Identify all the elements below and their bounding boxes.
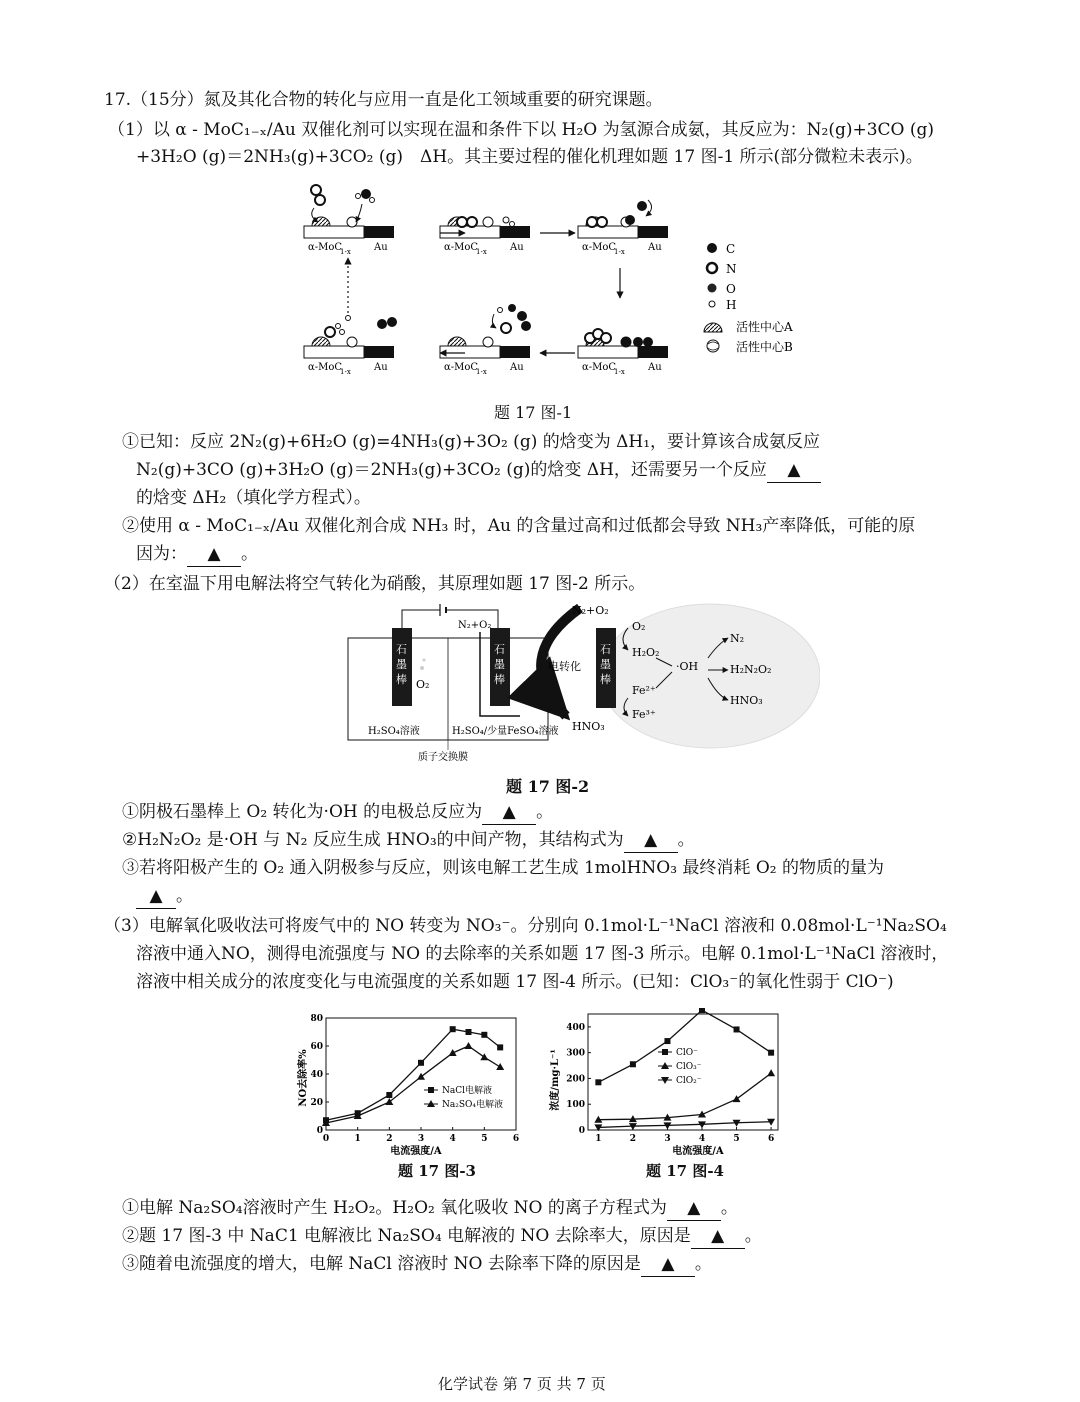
substrate-label: α-MoC — [444, 242, 479, 253]
question-header: 17.（15分）氮及其化合物的转化与应用一直是化工领域重要的研究课题。 — [104, 90, 663, 110]
substrate-label: α-MoC — [582, 242, 617, 253]
catalyst-slab-au — [500, 346, 530, 358]
active-center-b — [347, 217, 357, 227]
data-point — [699, 1008, 705, 1013]
catalyst-slab-au — [364, 226, 394, 238]
svg-text:O: O — [726, 282, 736, 296]
part3-q3: ③随着电流强度的增大，电解 NaCl 溶液时 NO 去除率下降的原因是 ▲ 。 — [122, 1252, 712, 1277]
data-point — [768, 1050, 774, 1056]
x-tick-label: 3 — [664, 1134, 671, 1144]
part1-line2: +3H₂O (g)＝2NH₃(g)+3CO₂ (g) ΔH。其主要过程的催化机理如题 17 图-1 所示(部分微粒未表示)。 — [136, 147, 923, 167]
svg-text:Fe²⁺: Fe²⁺ — [632, 684, 656, 697]
figure-1-caption: 题 17 图-1 — [494, 403, 573, 422]
chart-no-removal-rate — [296, 1008, 526, 1158]
active-center-b — [347, 337, 357, 347]
part2-line1: （2）在室温下用电解法将空气转化为硝酸，其原理如题 17 图-2 所示。 — [104, 574, 646, 594]
svg-text:H₂O₂: H₂O₂ — [632, 646, 660, 659]
part1-q1-line1: ①已知：反应 2N₂(g)+6H₂O (g)=4NH₃(g)+3O₂ (g) 的焓变为 ΔH₁，要计算该合成氨反应 — [122, 432, 821, 452]
svg-text:墨: 墨 — [600, 658, 611, 671]
data-point — [481, 1032, 487, 1038]
data-point — [466, 1029, 472, 1035]
catalyst-slab-au — [638, 226, 668, 238]
figure-1-legend — [704, 242, 793, 354]
svg-text:H: H — [726, 298, 737, 312]
part1-q1-line2: N₂(g)+3CO (g)+3H₂O (g)＝2NH₃(g)+3CO₂ (g)的焓变 ΔH，还需要另一个反应 ▲ — [136, 458, 821, 483]
data-point — [450, 1026, 456, 1032]
svg-text:墨: 墨 — [494, 658, 505, 671]
y-tick-label: 0 — [578, 1126, 585, 1136]
legend-label: ClO₃⁻ — [676, 1062, 702, 1072]
svg-text:H₂N₂O₂: H₂N₂O₂ — [730, 663, 772, 676]
answer-blank: ▲ — [136, 884, 176, 909]
part3-q1: ①电解 Na₂SO₄溶液时产生 H₂O₂。H₂O₂ 氧化吸收 NO 的离子方程式为 ▲ 。 — [122, 1196, 738, 1221]
answer-blank: ▲ — [187, 542, 241, 567]
svg-text:活性中心A: 活性中心A — [736, 320, 793, 334]
plot-frame — [588, 1014, 778, 1130]
svg-text:石: 石 — [396, 643, 407, 656]
chart1-ylabel: NO去除率% — [298, 1049, 309, 1107]
x-tick-label: 6 — [512, 1134, 520, 1144]
part1-q2-line2: 因为： ▲ 。 — [136, 542, 258, 567]
active-center-a — [312, 217, 330, 226]
data-point — [386, 1092, 392, 1098]
data-point — [733, 1095, 741, 1102]
x-tick-label: 2 — [629, 1134, 637, 1144]
answer-blank: ▲ — [691, 1224, 745, 1249]
catalyst-slab-moc — [304, 226, 364, 238]
substrate-label: α-MoC — [308, 362, 343, 373]
data-point — [480, 1053, 488, 1060]
svg-text:HNO₃: HNO₃ — [730, 694, 763, 707]
legend-label: ClO₂⁻ — [676, 1076, 702, 1086]
data-point — [630, 1061, 636, 1067]
x-tick-label: 2 — [386, 1134, 393, 1144]
metal-label: Au — [374, 362, 388, 373]
svg-text:N₂+O₂: N₂+O₂ — [572, 604, 609, 617]
substrate-subscript: 1-x — [476, 248, 487, 256]
part2-q3-line1: ③若将阳极产生的 O₂ 通入阴极参与反应，则该电解工艺生成 1molHNO₃ 最终消耗 O₂ 的物质的量为 — [122, 858, 884, 878]
x-tick-label: 4 — [449, 1134, 456, 1144]
data-point — [428, 1087, 434, 1093]
y-tick-label: 80 — [310, 1014, 323, 1024]
y-tick-label: 200 — [566, 1074, 585, 1085]
chart2-ylabel: 浓度/mg·L⁻¹ — [550, 1049, 561, 1111]
x-tick-label: 3 — [417, 1134, 425, 1144]
x-tick-label: 4 — [698, 1134, 706, 1144]
x-tick-label: 0 — [322, 1134, 330, 1144]
data-point — [418, 1060, 424, 1066]
answer-blank: ▲ — [624, 828, 678, 853]
svg-text:Fe³⁺: Fe³⁺ — [632, 708, 656, 721]
active-center-b — [483, 337, 493, 347]
x-tick-label: 1 — [354, 1134, 361, 1144]
substrate-subscript: 1-x — [614, 368, 625, 376]
data-point — [767, 1069, 775, 1076]
substrate-subscript: 1-x — [614, 248, 625, 256]
x-tick-label: 5 — [481, 1134, 488, 1144]
series-line — [598, 1122, 771, 1128]
data-point — [698, 1111, 706, 1118]
metal-label: Au — [374, 242, 388, 253]
svg-text:·OH: ·OH — [676, 660, 699, 673]
chart1-caption: 题 17 图-3 — [398, 1162, 476, 1180]
part2-q1: ①阴极石墨棒上 O₂ 转化为·OH 的电极总反应为 ▲ 。 — [122, 800, 553, 825]
active-center-b — [483, 217, 493, 227]
svg-text:N₂: N₂ — [730, 632, 745, 645]
part1-q1-line3: 的焓变 ΔH₂（填化学方程式）。 — [136, 488, 371, 508]
data-point — [497, 1044, 503, 1050]
metal-label: Au — [510, 362, 524, 373]
substrate-subscript: 1-x — [340, 248, 351, 256]
x-tick-label: 5 — [733, 1134, 740, 1144]
legend-label: Na₂SO₄电解液 — [442, 1100, 504, 1110]
svg-text:O₂: O₂ — [416, 678, 430, 691]
data-point — [734, 1026, 740, 1032]
y-tick-label: 0 — [316, 1126, 323, 1136]
legend-label: ClO⁻ — [676, 1048, 698, 1058]
part3-line2: 溶液中通入NO，测得电流强度与 NO 的去除率的关系如题 17 图-3 所示。电解 0.1mol·L⁻¹NaCl 溶液时， — [136, 944, 949, 964]
svg-text:棒: 棒 — [494, 673, 505, 686]
figure-1-mechanism — [290, 178, 830, 378]
data-point — [465, 1042, 473, 1049]
catalyst-slab-moc — [578, 226, 638, 238]
catalyst-slab-moc — [440, 346, 500, 358]
part2-q3-line2: ▲ 。 — [136, 884, 193, 909]
substrate-label: α-MoC — [444, 362, 479, 373]
part3-line3: 溶液中相关成分的浓度变化与电流强度的关系如题 17 图-4 所示。(已知：ClO₃⁻的氧化性弱于 ClO⁻) — [136, 972, 894, 992]
catalyst-slab-moc — [440, 226, 500, 238]
svg-text:H₂SO₄/少量FeSO₄溶液: H₂SO₄/少量FeSO₄溶液 — [452, 726, 559, 737]
legend-label: NaCl电解液 — [442, 1086, 493, 1096]
x-tick-label: 1 — [595, 1134, 602, 1144]
catalyst-slab-au — [500, 226, 530, 238]
svg-text:O₂: O₂ — [632, 620, 646, 633]
data-point — [417, 1073, 425, 1080]
svg-text:N₂+O₂: N₂+O₂ — [458, 620, 492, 631]
answer-blank: ▲ — [667, 1196, 721, 1221]
figure-2-electrolysis — [340, 598, 820, 768]
y-tick-label: 60 — [310, 1042, 323, 1052]
part2-q2: ②H₂N₂O₂ 是·OH 与 N₂ 反应生成 HNO₃的中间产物，其结构式为 ▲ 。 — [122, 828, 695, 853]
substrate-label: α-MoC — [308, 242, 343, 253]
data-point — [664, 1038, 670, 1044]
y-tick-label: 20 — [310, 1098, 323, 1108]
data-point — [496, 1063, 504, 1070]
svg-text:活性中心B: 活性中心B — [736, 340, 793, 354]
catalyst-slab-moc — [304, 346, 364, 358]
svg-text:墨: 墨 — [396, 658, 407, 671]
y-tick-label: 400 — [566, 1022, 585, 1033]
svg-text:电转化: 电转化 — [548, 660, 581, 673]
catalyst-slab-moc — [578, 346, 638, 358]
substrate-subscript: 1-x — [340, 368, 351, 376]
substrate-label: α-MoC — [582, 362, 617, 373]
svg-text:石: 石 — [600, 643, 611, 656]
data-point — [449, 1049, 457, 1056]
y-tick-label: 300 — [566, 1048, 585, 1059]
answer-blank: ▲ — [767, 458, 821, 483]
svg-text:C: C — [726, 242, 736, 256]
data-point — [595, 1079, 601, 1085]
y-tick-label: 100 — [566, 1100, 585, 1111]
part1-line1: （1）以 α - MoC₁₋ₓ/Au 双催化剂可以实现在温和条件下以 H₂O 为氢源合成氨，其反应为：N₂(g)+3CO (g) — [108, 120, 935, 140]
svg-text:棒: 棒 — [600, 673, 611, 686]
svg-text:N: N — [726, 262, 737, 276]
chart1-xlabel: 电流强度/A — [390, 1146, 442, 1157]
catalyst-slab-au — [638, 346, 668, 358]
substrate-subscript: 1-x — [476, 368, 487, 376]
chart2-caption: 题 17 图-4 — [646, 1162, 724, 1180]
active-center-a — [448, 337, 466, 346]
chart2-xlabel: 电流强度/A — [672, 1146, 724, 1157]
part3-q2: ②题 17 图-3 中 NaC1 电解液比 Na₂SO₄ 电解液的 NO 去除率大，原因是 ▲ 。 — [122, 1224, 762, 1249]
active-center-a — [312, 337, 330, 346]
answer-blank: ▲ — [641, 1252, 695, 1277]
page-footer: 化学试卷 第 7 页 共 7 页 — [438, 1375, 606, 1393]
part1-q2-line1: ②使用 α - MoC₁₋ₓ/Au 双催化剂合成 NH₃ 时，Au 的含量过高和过低都会导致 NH₃产率降低，可能的原 — [122, 516, 916, 536]
y-tick-label: 40 — [310, 1070, 323, 1080]
svg-text:棒: 棒 — [396, 673, 407, 686]
metal-label: Au — [648, 362, 662, 373]
svg-text:HNO₃: HNO₃ — [572, 720, 605, 733]
metal-label: Au — [648, 242, 662, 253]
figure-2-caption: 题 17 图-2 — [506, 777, 590, 796]
data-point — [662, 1049, 668, 1055]
svg-text:石: 石 — [494, 643, 505, 656]
metal-label: Au — [510, 242, 524, 253]
answer-blank: ▲ — [482, 800, 536, 825]
series-line — [326, 1046, 500, 1123]
catalyst-slab-au — [364, 346, 394, 358]
svg-text:质子交换膜: 质子交换膜 — [418, 752, 468, 763]
part3-line1: （3）电解氧化吸收法可将废气中的 NO 转变为 NO₃⁻。分别向 0.1mol·L⁻¹NaCl 溶液和 0.08mol·L⁻¹Na₂SO₄ — [104, 916, 947, 936]
x-tick-label: 6 — [767, 1134, 775, 1144]
svg-text:H₂SO₄溶液: H₂SO₄溶液 — [368, 726, 420, 737]
chart-chlorine-species — [548, 1008, 788, 1158]
